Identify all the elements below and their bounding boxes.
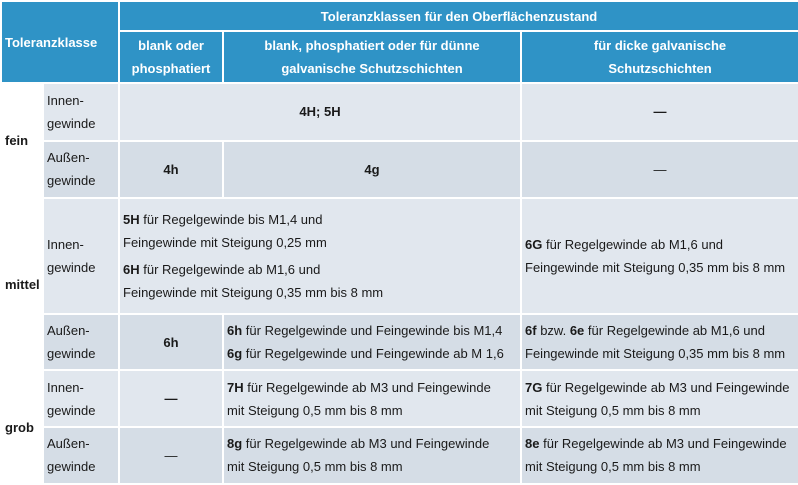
text-line [525, 376, 795, 399]
tolerance-code: 6g [227, 346, 243, 362]
fein-aussen-c2: 4g [223, 141, 521, 198]
description: für Regelgewinde und Feingewinde bis M1,4 [242, 323, 503, 339]
tolerance-code: 8e [525, 436, 540, 452]
description: für Regelgewinde ab M1,6 und [139, 262, 321, 278]
sub-label-line2: gewinde [47, 402, 96, 418]
text-line [227, 455, 517, 478]
description: Feingewinde mit Steigung 0,35 mm bis 8 mm [123, 285, 384, 301]
description: mit Steigung 0,5 mm bis 8 mm [525, 459, 701, 475]
sub-innengewinde-grob [43, 370, 119, 426]
text-line [525, 432, 795, 455]
group-grob: grob [1, 370, 43, 484]
description: Feingewinde mit Steigung 0,25 mm [123, 235, 327, 251]
header-col-blank-line2: phosphatiert [131, 61, 211, 77]
mittel-innen-c3 [521, 198, 798, 314]
sub-label-line2: gewinde [47, 260, 96, 276]
tolerance-code: 6G [525, 237, 543, 253]
fein-aussen-c1: 4h [119, 141, 223, 198]
text-line [227, 376, 517, 399]
text-line [525, 319, 795, 342]
sub-innengewinde-mittel [43, 198, 119, 314]
description: mit Steigung 0,5 mm bis 8 mm [227, 459, 403, 475]
text-line [525, 256, 795, 279]
sub-aussengewinde-grob [43, 427, 119, 484]
sub-innengewinde-fein [43, 83, 119, 140]
header-col-blank-line1: blank oder [138, 38, 204, 54]
header-surface-title: Toleranzklassen für den Oberflächenzustand [119, 1, 798, 31]
header-col-thin-line2: galvanische Schutzschichten [281, 61, 463, 77]
header-col-blank [119, 31, 223, 83]
text-line [525, 342, 795, 365]
sub-label-line1: Innen- [47, 379, 84, 395]
mittel-innen-c12 [119, 198, 521, 314]
grob-aussen-c1: — [119, 427, 223, 484]
header-col-thin [223, 31, 521, 83]
grob-innen-c1: — [119, 370, 223, 426]
group-mittel: mittel [1, 198, 43, 371]
description: für Regelgewinde ab M3 und Feingewinde [242, 436, 490, 452]
header-col-thin-line1: blank, phosphatiert oder für dünne [264, 38, 480, 54]
text-line [525, 455, 795, 478]
text-line [123, 208, 517, 231]
text-line [227, 432, 517, 455]
description: für Regelgewinde bis M1,4 und [139, 212, 323, 228]
mittel-aussen-c1: 6h [119, 314, 223, 370]
text-line [525, 233, 795, 256]
description: mit Steigung 0,5 mm bis 8 mm [227, 402, 403, 418]
text-line [525, 399, 795, 422]
sub-label-line1: Außen- [47, 323, 90, 339]
sub-aussengewinde-mittel [43, 314, 119, 370]
description: für Regelgewinde ab M3 und Feingewinde [542, 379, 790, 395]
mittel-aussen-c3 [521, 314, 798, 370]
description: für Regelgewinde ab M1,6 und [584, 323, 765, 339]
tolerance-code: 8g [227, 436, 243, 452]
description: für Regelgewinde ab M3 und Feingewinde [243, 379, 491, 395]
description: mit Steigung 0,5 mm bis 8 mm [525, 402, 701, 418]
text-line [123, 258, 517, 281]
description: bzw. [536, 323, 570, 339]
tolerance-code: 5H [123, 212, 140, 228]
text-line [227, 319, 517, 342]
grob-innen-c2 [223, 370, 521, 426]
group-fein: fein [1, 83, 43, 197]
sub-label-line1: Außen- [47, 150, 90, 166]
tolerance-code: 6f [525, 323, 537, 339]
fein-innen-c12: 4H; 5H [119, 83, 521, 140]
text-line [123, 231, 517, 254]
grob-aussen-c2 [223, 427, 521, 484]
mittel-aussen-c2 [223, 314, 521, 370]
sub-label-line1: Innen- [47, 237, 84, 253]
sub-aussengewinde-fein [43, 141, 119, 198]
sub-label-line2: gewinde [47, 459, 96, 475]
grob-innen-c3 [521, 370, 798, 426]
text-line [227, 342, 517, 365]
description: für Regelgewinde ab M1,6 und [542, 237, 724, 253]
tolerance-code: 6h [227, 323, 243, 339]
text-line [227, 399, 517, 422]
header-tolerance-class: Toleranzklasse [1, 1, 119, 83]
header-col-thick [521, 31, 798, 83]
tolerance-code: 7G [525, 379, 543, 395]
header-col-thick-line1: für dicke galvanische [593, 38, 727, 54]
description: Feingewinde mit Steigung 0,35 mm bis 8 mm [525, 260, 786, 276]
description: für Regelgewinde und Feingewinde ab M 1,6 [242, 346, 504, 362]
description: Feingewinde mit Steigung 0,35 mm bis 8 mm [525, 346, 786, 362]
sub-label-line2: gewinde [47, 115, 96, 131]
header-col-thick-line2: Schutzschichten [608, 61, 712, 77]
sub-label-line2: gewinde [47, 346, 96, 362]
description: für Regelgewinde ab M3 und Feingewinde [539, 436, 787, 452]
tolerance-code: 7H [227, 379, 244, 395]
grob-aussen-c3 [521, 427, 798, 484]
tolerance-code: 6H [123, 262, 140, 278]
sub-label-line1: Außen- [47, 436, 90, 452]
sub-label-line2: gewinde [47, 173, 96, 189]
sub-label-line1: Innen- [47, 92, 84, 108]
tolerance-code: 6e [569, 323, 585, 339]
text-line [123, 281, 517, 304]
fein-innen-c3: — [521, 83, 798, 140]
fein-aussen-c3: — [521, 141, 798, 198]
